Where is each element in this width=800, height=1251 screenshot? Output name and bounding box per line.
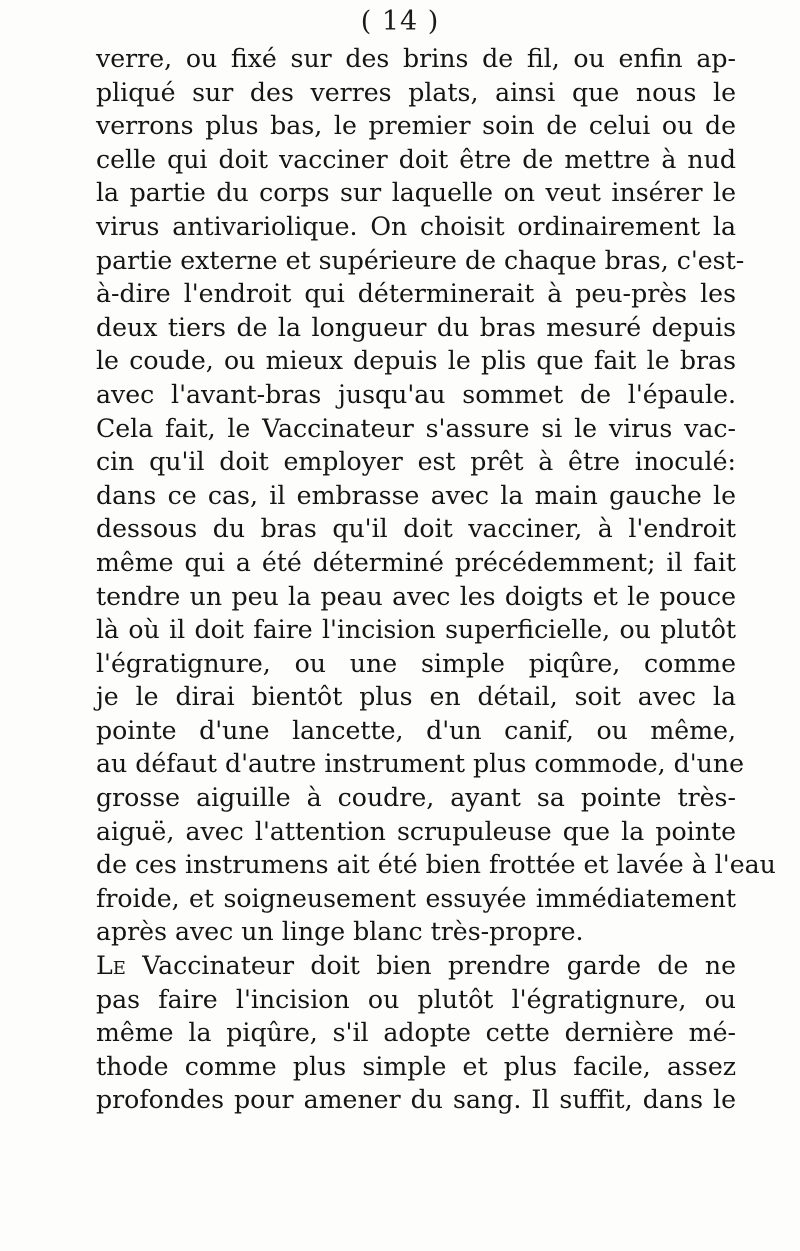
text-line: même la piqûre, s'il adopte cette dernière mé- [96, 1018, 736, 1048]
text-line [96, 949, 736, 983]
text-line: virus antivariolique. On choisit ordinairement la [96, 211, 736, 241]
text-line: à-dire l'endroit qui déterminerait à peu-près les [96, 279, 736, 309]
text-line: de ces instrumens ait été bien frottée et lavée à l'eau [96, 850, 776, 880]
text-line: thode comme plus simple et plus facile, assez [96, 1051, 736, 1081]
text-line: pointe d'une lancette, d'un canif, ou même, [96, 715, 736, 745]
text-line: après avec un linge blanc très-propre. [96, 917, 584, 947]
body-text [96, 42, 776, 1117]
text-line-rest: Vaccinateur doit bien prendre garde de ne [125, 951, 736, 981]
text-line: je le dirai bientôt plus en détail, soit avec la [96, 682, 736, 712]
text-line: dessous du bras qu'il doit vacciner, à l'endroit [96, 514, 736, 544]
text-line: verre, ou fixé sur des brins de fil, ou enfin ap- [96, 44, 736, 73]
paragraph-1 [96, 42, 776, 949]
text-line: pliqué sur des verres plats, ainsi que nous le [96, 77, 736, 107]
text-line: au défaut d'autre instrument plus commode, d'une [96, 749, 745, 779]
paragraph-2 [96, 949, 736, 1117]
text-line: profondes pour amener du sang. Il suffit, dans le [96, 1085, 736, 1115]
text-line: cin qu'il doit employer est prêt à être inoculé: [96, 447, 736, 477]
paragraph-lead: Le [96, 951, 126, 981]
text-line: pas faire l'incision ou plutôt l'égratignure, ou [96, 984, 736, 1014]
text-line: tendre un peu la peau avec les doigts et le pouce [96, 581, 736, 611]
page-number: ( 14 ) [360, 6, 440, 37]
text-line: même qui a été déterminé précédemment; il fait [96, 547, 736, 577]
text-line: deux tiers de la longueur du bras mesuré depuis [96, 312, 736, 342]
text-line: verrons plus bas, le premier soin de celui ou de [96, 111, 736, 141]
text-line: Cela fait, le Vaccinateur s'assure si le virus vac- [96, 413, 736, 443]
text-line: dans ce cas, il embrasse avec la main gauche le [96, 480, 736, 510]
text-line: aiguë, avec l'attention scrupuleuse que la pointe [96, 816, 736, 846]
text-line: celle qui doit vacciner doit être de mettre à nud [96, 144, 736, 174]
text-line: grosse aiguille à coudre, ayant sa pointe très- [96, 783, 736, 813]
text-line: la partie du corps sur laquelle on veut insérer le [96, 178, 736, 208]
text-line: l'égratignure, ou une simple piqûre, comme [96, 648, 736, 678]
text-line: froide, et soigneusement essuyée immédiatement [96, 883, 736, 913]
text-line: là où il doit faire l'incision superficielle, ou plutôt [96, 615, 736, 645]
text-line: le coude, ou mieux depuis le plis que fait le bras [96, 346, 736, 376]
text-line: partie externe et supérieure de chaque bras, c'est- [96, 245, 745, 275]
text-line: avec l'avant-bras jusqu'au sommet de l'épaule. [96, 379, 736, 409]
